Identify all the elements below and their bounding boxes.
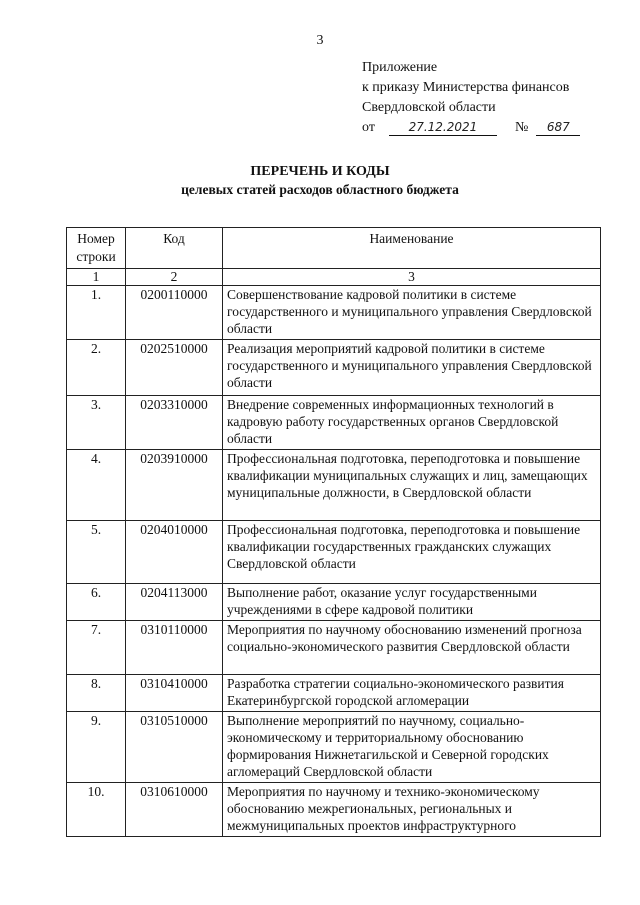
table-row: [67, 396, 601, 450]
column-number: 3: [223, 269, 601, 286]
row-number: 2.: [67, 340, 126, 396]
header-code: Код: [126, 228, 223, 269]
row-name: Профессиональная подготовка, переподготовка и повышение квалификации государственных гражданских служащих Свердловской области: [223, 521, 601, 584]
table-row: [67, 712, 601, 783]
row-number: 4.: [67, 450, 126, 521]
row-code: 0200110000: [126, 286, 223, 340]
appendix-line-3: Свердловской области: [362, 100, 496, 115]
row-number: 3.: [67, 396, 126, 450]
page-number: 3: [316, 33, 324, 48]
row-name: Мероприятия по научному обоснованию изменений прогноза социально-экономического развития Свердловской области: [223, 621, 601, 675]
row-code: 0310110000: [126, 621, 223, 675]
table-row: [67, 621, 601, 675]
table-row: [67, 675, 601, 712]
document-title: ПЕРЕЧЕНЬ И КОДЫ: [250, 164, 390, 179]
appendix-line-1: Приложение: [362, 60, 438, 75]
appendix-date-line: [362, 118, 580, 138]
document-subtitle: целевых статей расходов областного бюджета: [181, 182, 459, 197]
header-num-line1: Номер: [77, 231, 115, 246]
table-row: [67, 450, 601, 521]
row-name: Профессиональная подготовка, переподготовка и повышение квалификации муниципальных служащих и лиц, замещающих муниципальные должности, в Свердловской области: [223, 450, 601, 521]
codes-table: [66, 227, 601, 837]
row-code: 0310610000: [126, 783, 223, 837]
number-prefix: №: [514, 120, 529, 135]
row-number: 10.: [67, 783, 126, 837]
row-code: 0310510000: [126, 712, 223, 783]
column-number: 2: [126, 269, 223, 286]
table-header-row: [67, 228, 601, 269]
row-number: 9.: [67, 712, 126, 783]
header-row-number: [67, 228, 126, 269]
table-row: [67, 340, 601, 396]
row-name: Мероприятия по научному и технико-экономическому обоснованию межрегиональных, региональных и межмуниципальных проектов инфраструктурного: [223, 783, 601, 837]
table-row: [67, 286, 601, 340]
row-name: Совершенствование кадровой политики в системе государственного и муниципального управления Свердловской области: [223, 286, 601, 340]
header-name: Наименование: [223, 228, 601, 269]
row-name: Выполнение работ, оказание услуг государственными учреждениями в сфере кадровой политики: [223, 584, 601, 621]
table-row: [67, 783, 601, 837]
row-number: 1.: [67, 286, 126, 340]
order-number: 687: [536, 119, 580, 136]
row-code: 0203910000: [126, 450, 223, 521]
row-number: 5.: [67, 521, 126, 584]
order-date: 27.12.2021: [389, 119, 497, 136]
row-code: 0202510000: [126, 340, 223, 396]
row-name: Реализация мероприятий кадровой политики в системе государственного и муниципального управления Свердловской области: [223, 340, 601, 396]
row-code: 0310410000: [126, 675, 223, 712]
header-num-line2: строки: [76, 249, 116, 264]
appendix-block: [362, 58, 580, 138]
row-number: 7.: [67, 621, 126, 675]
table-row: [67, 521, 601, 584]
row-number: 8.: [67, 675, 126, 712]
appendix-line-2: к приказу Министерства финансов: [362, 80, 570, 95]
row-name: Выполнение мероприятий по научному, социально-экономическому и территориальному обоснованию формирования Нижнетагильской и Северной городских агломераций Свердловской области: [223, 712, 601, 783]
row-name: Разработка стратегии социально-экономического развития Екатеринбургской городской агломерации: [223, 675, 601, 712]
row-name: Внедрение современных информационных технологий в кадровую работу государственных органов Свердловской области: [223, 396, 601, 450]
date-prefix: от: [362, 120, 375, 135]
column-number: 1: [67, 269, 126, 286]
table-row: [67, 584, 601, 621]
row-code: 0204113000: [126, 584, 223, 621]
row-number: 6.: [67, 584, 126, 621]
column-numbers-row: [67, 269, 601, 286]
row-code: 0204010000: [126, 521, 223, 584]
row-code: 0203310000: [126, 396, 223, 450]
